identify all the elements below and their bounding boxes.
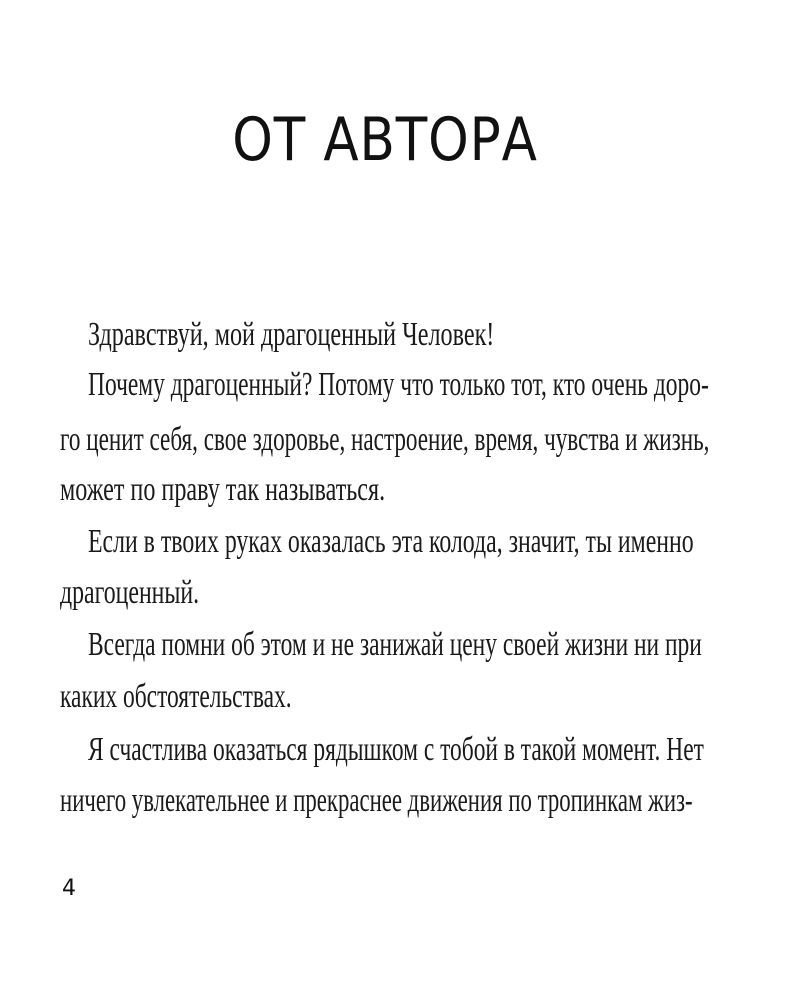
body-line: Здравствуй, мой драгоценный Человек! — [88, 316, 495, 353]
body-line: может по праву так называться. — [60, 471, 386, 508]
body-line: Почему драгоценный? Потому что только тот, кто очень доро- — [88, 366, 709, 403]
body-line: драгоценный. — [60, 574, 200, 611]
body-line: Я счастлива оказаться рядышком с тобой в такой момент. Нет — [88, 731, 704, 768]
body-line: го ценит себя, свое здоровье, настроение, время, чувства и жизнь, — [60, 421, 710, 458]
chapter-title: ОТ АВТОРА — [232, 105, 538, 175]
body-line: Если в твоих руках оказалась эта колода, значит, ты именно — [88, 523, 694, 560]
body-line: ничего увлекательнее и прекраснее движения по тропинкам жиз- — [60, 782, 693, 819]
body-line: каких обстоятельствах. — [60, 678, 292, 715]
body-line: Всегда помни об этом и не занижай цену своей жизни ни при — [88, 626, 702, 663]
page-number: 4 — [62, 876, 76, 901]
